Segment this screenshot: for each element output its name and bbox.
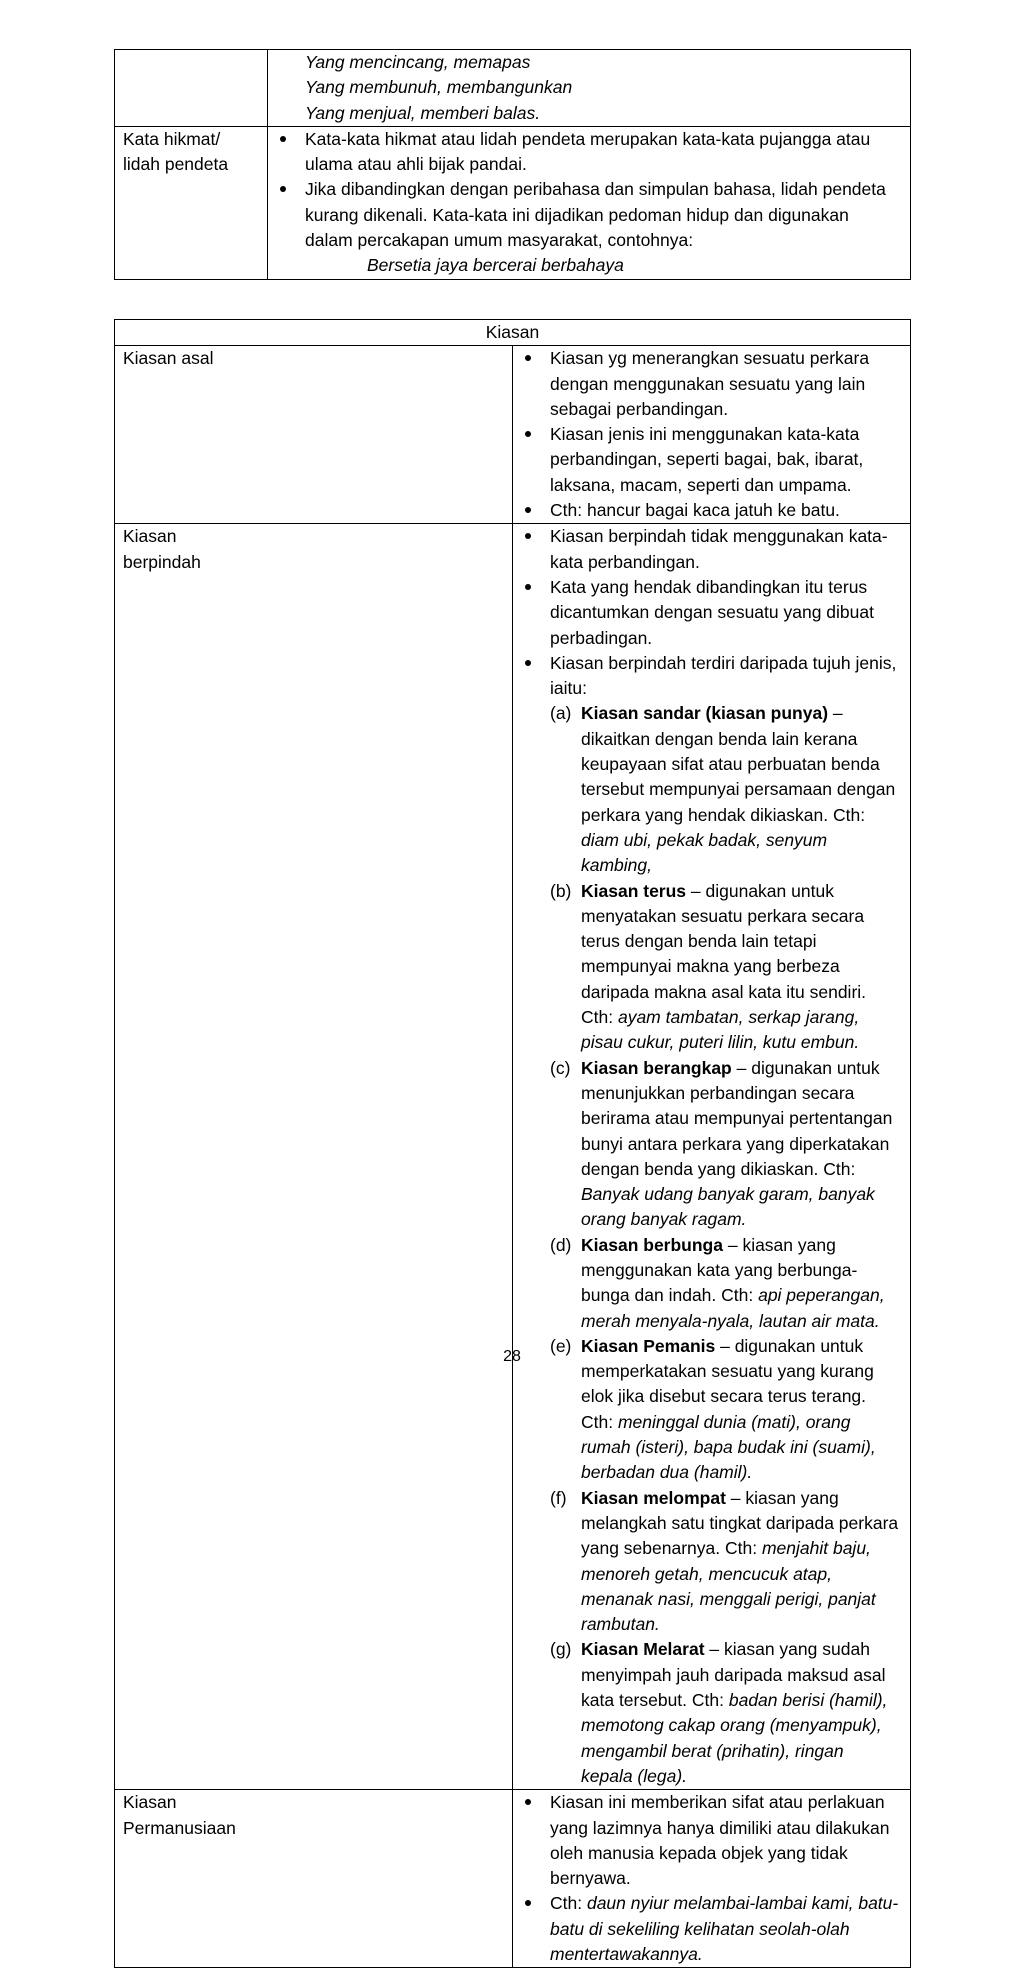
bullet-item: Kata yang hendak dibandingkan itu terus dicantumkan dengan sesuatu yang dibuat perbadingan. [513, 575, 900, 651]
bullet-item: Cth: daun nyiur melambai-lambai kami, batu-batu di sekeliling kelihatan seolah-olah mentertawakannya. [513, 1891, 900, 1967]
verse-line: Yang membunuh, membangunkan [305, 77, 573, 98]
continuation-cell [268, 50, 911, 127]
row-label: Kiasan berpindah [115, 524, 513, 1790]
page-number: 28 [503, 1348, 521, 1365]
table-header: Kiasan [115, 320, 911, 346]
row-content [268, 126, 911, 279]
row-content [513, 524, 911, 1790]
sub-item: (a) Kiasan sandar (kiasan punya) – dikaitkan dengan benda lain kerana keupayaan sifat atau perbuatan benda tersebut mempunyai persamaan dengan perkara yang hendak dikiaskan. Cth: diam ubi, pekak badak, senyum kambing, [550, 703, 896, 876]
row-content [513, 346, 911, 524]
peribahasa-table [114, 49, 911, 280]
example-text: Bersetia jaya bercerai berbahaya [367, 255, 624, 276]
table-row [115, 320, 911, 346]
bullet-item: Kiasan berpindah terdiri daripada tujuh jenis, iaitu: [513, 651, 900, 702]
row-label: Kiasan Permanusiaan [115, 1790, 513, 1968]
kiasan-table [114, 319, 911, 1968]
bullet-item: Kiasan yg menerangkan sesuatu perkara dengan menggunakan sesuatu yang lain sebagai perbandingan. [513, 346, 900, 422]
sub-item: (d) Kiasan berbunga – kiasan yang menggunakan kata yang berbunga-bunga dan indah. Cth: api peperangan, merah menyala-nyala, lautan air mata. [550, 1234, 885, 1331]
bullet-item: Cth: hancur bagai kaca jatuh ke batu. [513, 498, 900, 523]
bullet-item: Kata-kata hikmat atau lidah pendeta merupakan kata-kata pujangga atau ulama atau ahli bijak pandai. [268, 127, 900, 178]
table-row [115, 50, 911, 127]
bullet-item: Kiasan ini memberikan sifat atau perlakuan yang lazimnya hanya dimiliki atau dilakukan oleh manusia kepada objek yang tidak bernyawa. [513, 1790, 900, 1891]
table-row [115, 346, 911, 524]
bullet-item: Kiasan berpindah tidak menggunakan kata-kata perbandingan. [513, 524, 900, 575]
bullet-item: Jika dibandingkan dengan peribahasa dan simpulan bahasa, lidah pendeta kurang dikenali. Kata-kata ini dijadikan pedoman hidup dan digunakan dalam percakapan umum masyarakat, contohnya: [268, 177, 900, 253]
table-row [115, 126, 911, 279]
sub-item: (f) Kiasan melompat – kiasan yang melangkah satu tingkat daripada perkara yang sebenarnya. Cth: menjahit baju, menoreh getah, mencucuk atap, menanak nasi, menggali perigi, panjat rambutan. [550, 1487, 899, 1635]
sub-item: (c) Kiasan berangkap – digunakan untuk menunjukkan perbandingan secara berirama atau mempunyai pertentangan bunyi antara perkara yang diperkatakan dengan benda yang dikiaskan. Cth: Banyak udang banyak garam, banyak orang banyak ragam. [550, 1057, 893, 1230]
sub-item: (g) Kiasan Melarat – kiasan yang sudah menyimpah jauh daripada maksud asal kata tersebut. Cth: badan berisi (hamil), memotong cakap orang (menyampuk), mengambil berat (prihatin), ringan kepala (lega). [550, 1639, 888, 1786]
row-content [513, 1790, 911, 1968]
sub-item: (e) Kiasan Pemanis – digunakan untuk memperkatakan sesuatu yang kurang elok jika disebut secara terus terang. Cth: meninggal dunia (mati), orang rumah (isteri), bapa budak ini (suami), berbadan dua (hamil). [550, 1335, 876, 1483]
row-label: Kata hikmat/ lidah pendeta [115, 126, 268, 279]
table-row [115, 1790, 911, 1968]
sub-item: (b) Kiasan terus – digunakan untuk menyatakan sesuatu perkara secara terus dengan benda lain tetapi mempunyai makna yang berbeza daripada makna asal kata itu sendiri. Cth: ayam tambatan, serkap jarang, pisau cukur, puteri lilin, kutu embun. [550, 880, 867, 1053]
verse-line: Yang mencincang, memapas [305, 52, 531, 72]
bullet-item: Kiasan jenis ini menggunakan kata-kata perbandingan, seperti bagai, bak, ibarat, laksana, macam, seperti dan umpama. [513, 422, 900, 498]
row-label: Kiasan asal [115, 346, 513, 524]
empty-label-cell [115, 50, 268, 127]
verse-line: Yang menjual, memberi balas. [305, 102, 541, 123]
table-row [115, 524, 911, 1790]
